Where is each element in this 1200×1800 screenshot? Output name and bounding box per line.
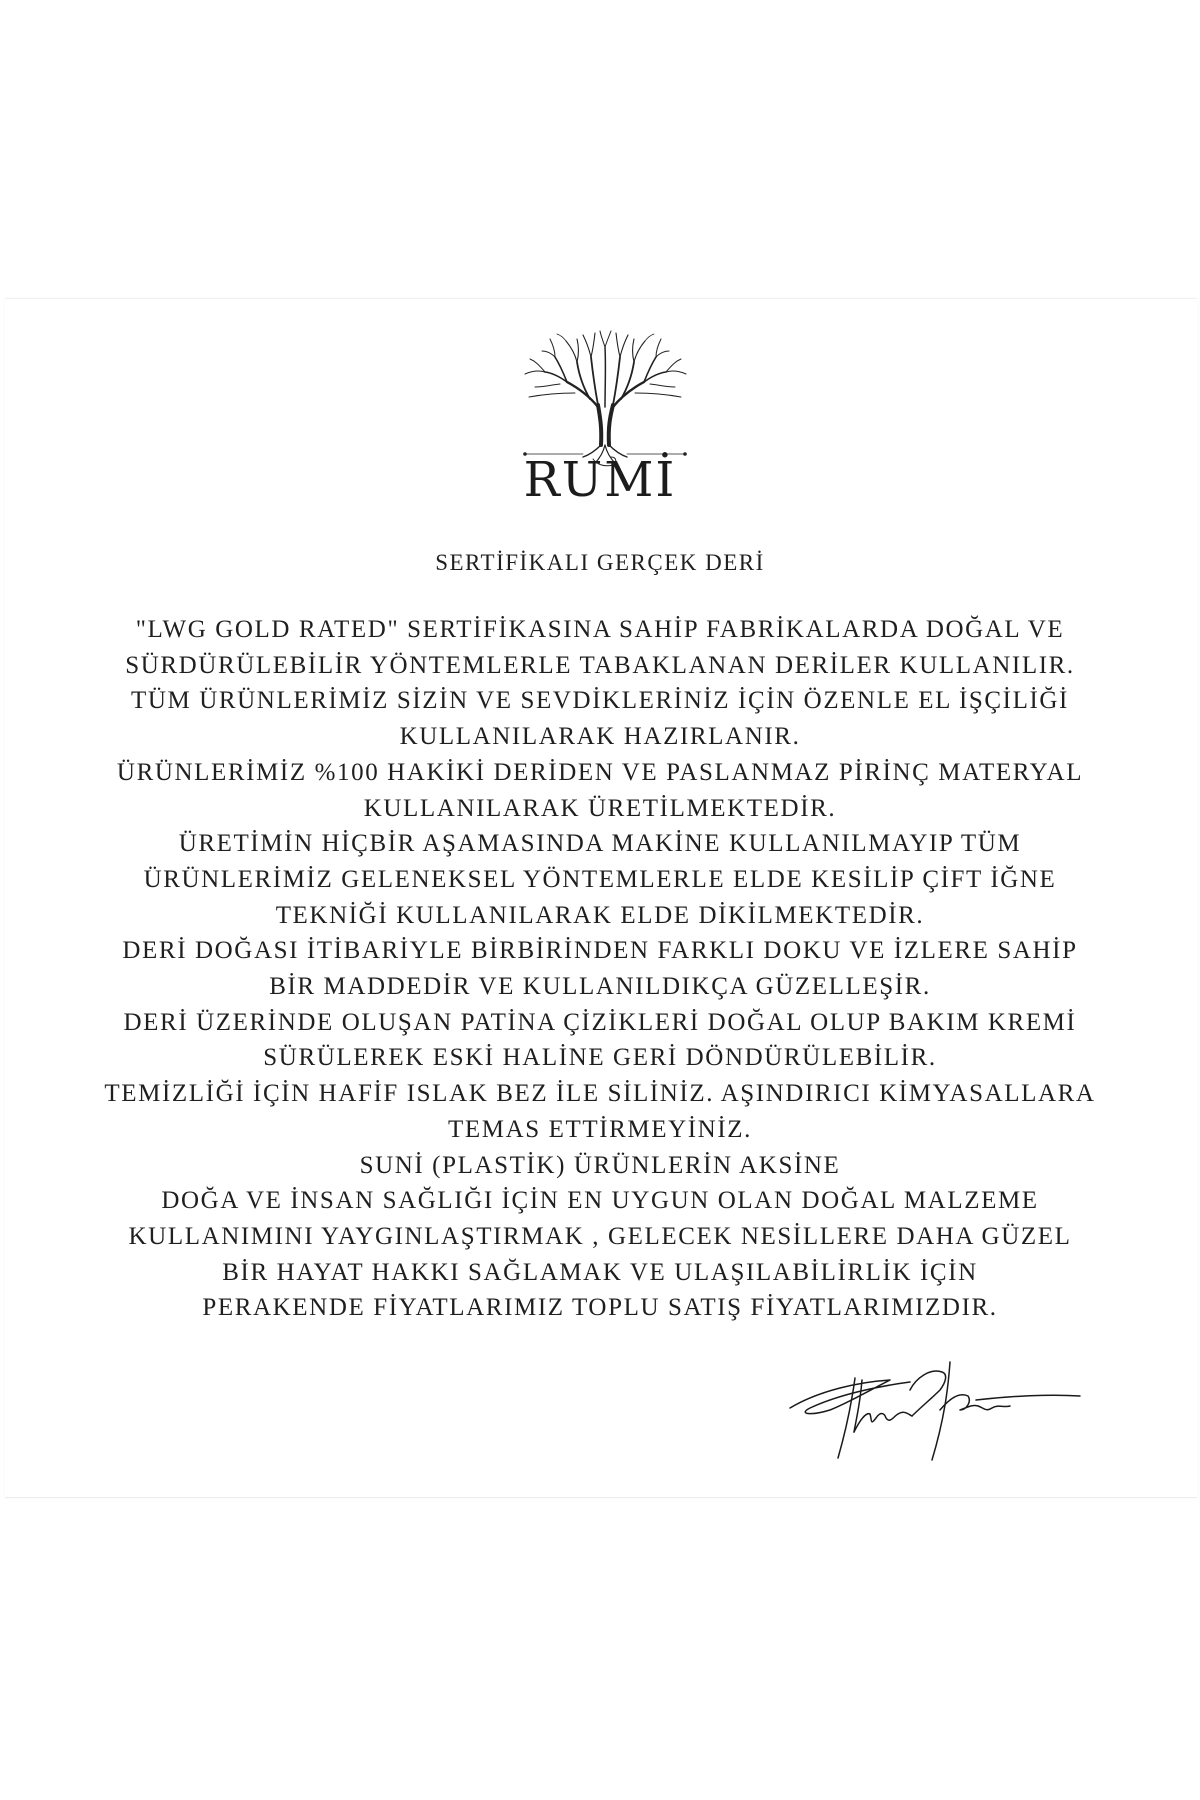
signature-icon xyxy=(780,1350,1090,1470)
body-line: KULLANILARAK ÜRETİLMEKTEDİR. xyxy=(363,794,837,822)
body-line: ÜRETİMİN HİÇBİR AŞAMASINDA MAKİNE KULLANILMAYIP TÜM xyxy=(178,830,1022,858)
body-line: TÜM ÜRÜNLERİMİZ SİZİN VE SEVDİKLERİNİZ İÇİN ÖZENLE EL İŞÇİLİĞİ xyxy=(131,687,1069,715)
certificate-body xyxy=(100,612,1100,1326)
body-line: TEMAS ETTİRMEYİNİZ. xyxy=(448,1115,752,1143)
body-line: ÜRÜNLERİMİZ %100 HAKİKİ DERİDEN VE PASLANMAZ PİRİNÇ MATERYAL xyxy=(116,758,1084,786)
body-line: "LWG GOLD RATED" SERTİFİKASINA SAHİP FABRİKALARDA DOĞAL VE xyxy=(135,616,1065,643)
body-line: BİR HAYAT HAKKI SAĞLAMAK VE ULAŞILABİLİRLİK İÇİN xyxy=(222,1258,978,1286)
body-line: PERAKENDE FİYATLARIMIZ TOPLU SATIŞ FİYATLARIMIZDIR. xyxy=(202,1294,998,1322)
body-line: DERİ DOĞASI İTİBARİYLE BİRBİRİNDEN FARKLI DOKU VE İZLERE SAHİP xyxy=(122,937,1078,965)
body-line: KULLANILARAK HAZIRLANIR. xyxy=(399,723,801,751)
body-line: ÜRÜNLERİMİZ GELENEKSEL YÖNTEMLERLE ELDE KESİLİP ÇİFT İĞNE xyxy=(143,865,1057,893)
body-line: DOĞA VE İNSAN SAĞLIĞI İÇİN EN UYGUN OLAN DOĞAL MALZEME xyxy=(161,1187,1039,1215)
body-line: TEMİZLİĞİ İÇİN HAFİF ISLAK BEZ İLE SİLİNİZ. AŞINDIRICI KİMYASALLARA xyxy=(104,1080,1096,1108)
body-line: DERİ ÜZERİNDE OLUŞAN PATİNA ÇİZİKLERİ DOĞAL OLUP BAKIM KREMİ xyxy=(123,1008,1077,1036)
body-line: TEKNİĞİ KULLANILARAK ELDE DİKİLMEKTEDİR. xyxy=(275,901,925,929)
body-line: KULLANIMINI YAYGINLAŞTIRMAK , GELECEK NESİLLERE DAHA GÜZEL xyxy=(128,1222,1072,1250)
body-line: SÜRDÜRÜLEBİLİR YÖNTEMLERLE TABAKLANAN DERİLER KULLANILIR. xyxy=(125,651,1075,679)
body-line: SÜRÜLEREK ESKİ HALİNE GERİ DÖNDÜRÜLEBİLİR. xyxy=(263,1044,937,1072)
body-line: BİR MADDEDİR VE KULLANILDIKÇA GÜZELLEŞİR. xyxy=(269,973,931,1001)
body-line: SUNİ (PLASTİK) ÜRÜNLERİN AKSİNE xyxy=(359,1151,841,1179)
document-title: SERTİFİKALI GERÇEK DERİ xyxy=(435,550,765,575)
brand-name: RUMİ xyxy=(523,452,677,508)
